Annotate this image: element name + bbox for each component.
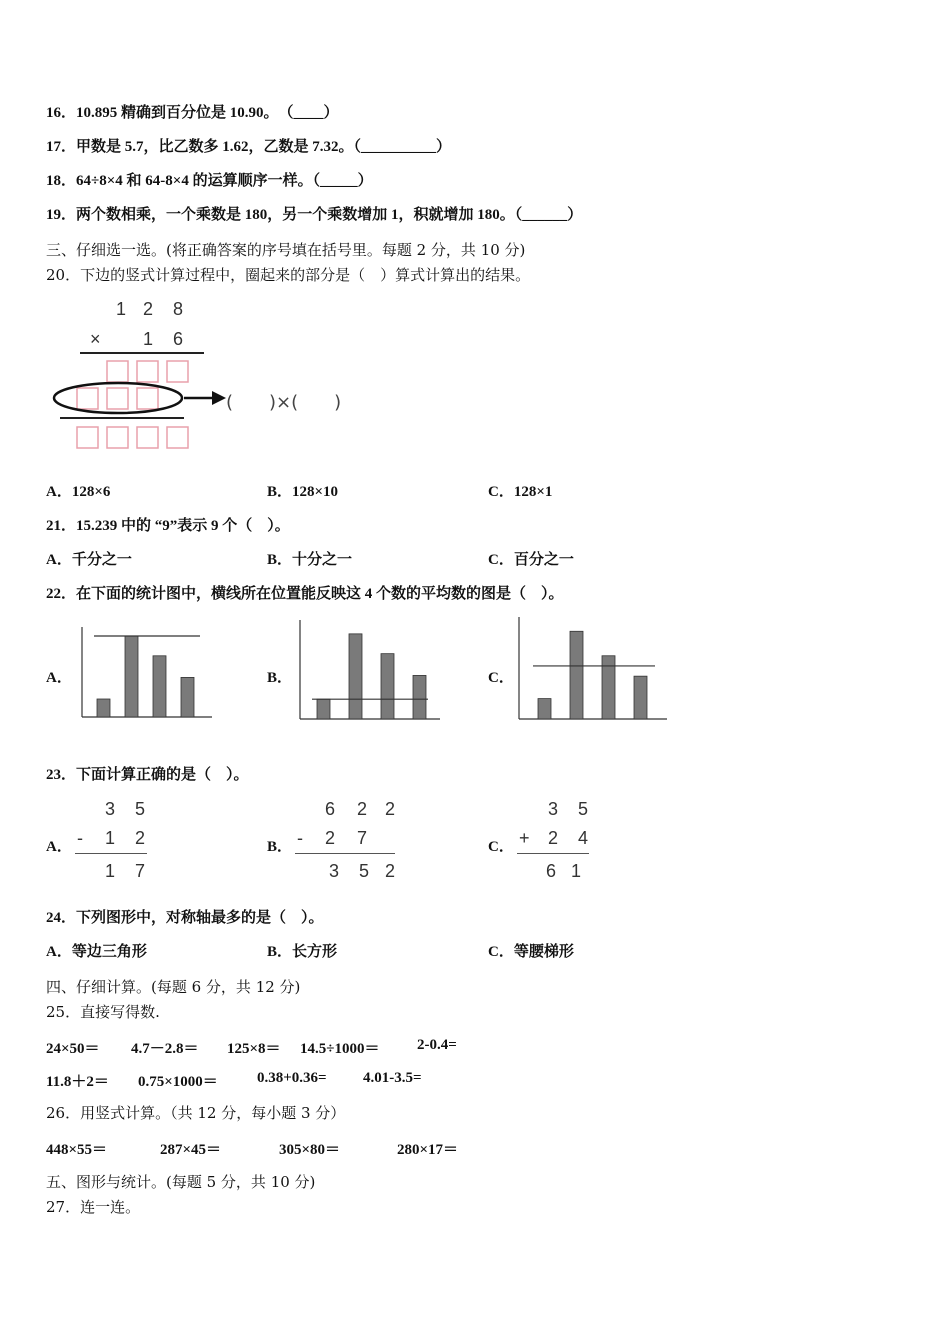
- question-17: 17．甲数是 5.7，比乙数多 1.62，乙数是 7.32。（__________）: [46, 139, 452, 155]
- q21-option-b: B．十分之一: [267, 552, 353, 568]
- q20-option-a: A．128×6: [46, 484, 111, 500]
- q20-blank-expression: ( )×( ): [226, 392, 342, 413]
- divider: [295, 853, 395, 854]
- chart-bar: [381, 654, 394, 719]
- q22-label-c: C．: [488, 670, 514, 686]
- q25-item: 4.7－2.8＝: [131, 1041, 199, 1057]
- digit: 3: [105, 799, 116, 819]
- q20-bottom-digit: 1: [143, 329, 154, 349]
- digit: 2: [135, 828, 146, 848]
- plus-sign: +: [519, 828, 530, 848]
- digit: 1: [105, 828, 116, 848]
- q23-option-c-calc: [517, 795, 607, 890]
- q25-item: 11.8＋2＝: [46, 1074, 109, 1090]
- section-5-heading: 五、图形与统计。(每题 5 分，共 10 分): [46, 1173, 316, 1191]
- question-25: 25．直接写得数.: [46, 1003, 160, 1021]
- q20-top-digit: 8: [173, 299, 184, 319]
- q22-label-b: B．: [267, 670, 293, 686]
- chart-bar: [602, 656, 615, 719]
- digit: 7: [135, 861, 146, 881]
- chart-bar: [153, 656, 166, 717]
- q21-option-c: C．百分之一: [488, 552, 574, 568]
- digit: 2: [385, 861, 396, 881]
- divider: [75, 853, 147, 854]
- divider: [517, 853, 589, 854]
- q20-figure-graphics: [46, 295, 406, 455]
- digit: 7: [357, 828, 368, 848]
- chart-bar: [634, 676, 647, 719]
- q25-item: 2-0.4=: [417, 1037, 457, 1053]
- q22-bar-charts: [0, 612, 950, 742]
- digit: 6: [325, 799, 336, 819]
- chart-bar: [181, 677, 194, 717]
- question-21: 21．15.239 中的 “9”表示 9 个（ ）。: [46, 518, 290, 534]
- chart-bar: [538, 699, 551, 719]
- q20-top-digit: 1: [116, 299, 127, 319]
- question-26: 26．用竖式计算。（共 12 分，每小题 3 分）: [46, 1104, 346, 1122]
- chart-bar: [125, 636, 138, 717]
- digit: 1: [105, 861, 116, 881]
- question-18: 18．64÷8×4 和 64-8×4 的运算顺序一样。（_____）: [46, 173, 373, 189]
- question-23: 23．下面计算正确的是（ ）。: [46, 767, 249, 783]
- digit: 2: [357, 799, 368, 819]
- section-4-heading: 四、仔细计算。(每题 6 分，共 12 分): [46, 978, 301, 996]
- q20-bottom-digit: 6: [173, 329, 184, 349]
- q26-item: 305×80＝: [279, 1142, 341, 1158]
- q23-label-c: C．: [488, 839, 514, 855]
- digit: 5: [359, 861, 370, 881]
- q24-option-c: C．等腰梯形: [488, 944, 574, 960]
- digit: 3: [548, 799, 559, 819]
- digit: 6: [546, 861, 557, 881]
- digit: 5: [135, 799, 146, 819]
- digit: 2: [325, 828, 336, 848]
- chart-bar: [570, 631, 583, 719]
- q20-vertical-multiplication-figure: [46, 295, 406, 455]
- q23-label-a: A．: [46, 839, 72, 855]
- question-22: 22．在下面的统计图中，横线所在位置能反映这 4 个数的平均数的图是（ ）。: [46, 586, 564, 602]
- digit: 1: [571, 861, 582, 881]
- q25-item: 24×50＝: [46, 1041, 100, 1057]
- chart-bar: [97, 699, 110, 717]
- minus-sign: -: [297, 828, 303, 848]
- chart-bar: [317, 699, 330, 719]
- digit: 5: [578, 799, 589, 819]
- q24-option-b: B．长方形: [267, 944, 338, 960]
- digit: 4: [578, 828, 589, 848]
- question-19: 19．两个数相乘，一个乘数是 180，另一个乘数增加 1，积就增加 180。（______）: [46, 207, 583, 223]
- minus-sign: -: [77, 828, 83, 848]
- q23-label-b: B．: [267, 839, 293, 855]
- question-20: 20．下边的竖式计算过程中，圈起来的部分是（ ）算式计算出的结果。: [46, 266, 531, 284]
- q26-item: 287×45＝: [160, 1142, 222, 1158]
- q26-item: 280×17＝: [397, 1142, 459, 1158]
- q23-option-b-calc: [295, 795, 405, 890]
- question-16: 16．10.895 精确到百分位是 10.90。 （____）: [46, 105, 339, 121]
- q25-item: 0.38+0.36=: [257, 1070, 327, 1086]
- section-3-heading: 三、仔细选一选。(将正确答案的序号填在括号里。每题 2 分，共 10 分): [46, 241, 526, 259]
- chart-bar: [349, 634, 362, 719]
- question-24: 24．下列图形中，对称轴最多的是（ ）。: [46, 910, 324, 926]
- q20-option-c: C．128×1: [488, 484, 553, 500]
- q25-item: 125×8＝: [227, 1041, 281, 1057]
- q25-item: 0.75×1000＝: [138, 1074, 218, 1090]
- digit: 3: [329, 861, 340, 881]
- q24-option-a: A．等边三角形: [46, 944, 147, 960]
- chart-bar: [413, 675, 426, 719]
- q20-option-b: B．128×10: [267, 484, 339, 500]
- digit: 2: [548, 828, 559, 848]
- question-27: 27．连一连。: [46, 1198, 141, 1216]
- q21-option-a: A．千分之一: [46, 552, 132, 568]
- q26-item: 448×55＝: [46, 1142, 108, 1158]
- q23-option-a-calc: [75, 795, 165, 890]
- q20-multiply-sign: ×: [90, 329, 101, 349]
- digit: 2: [385, 799, 396, 819]
- q25-item: 4.01-3.5=: [363, 1070, 422, 1086]
- q25-item: 14.5÷1000＝: [300, 1041, 380, 1057]
- q20-top-digit: 2: [143, 299, 154, 319]
- q22-label-a: A．: [46, 670, 72, 686]
